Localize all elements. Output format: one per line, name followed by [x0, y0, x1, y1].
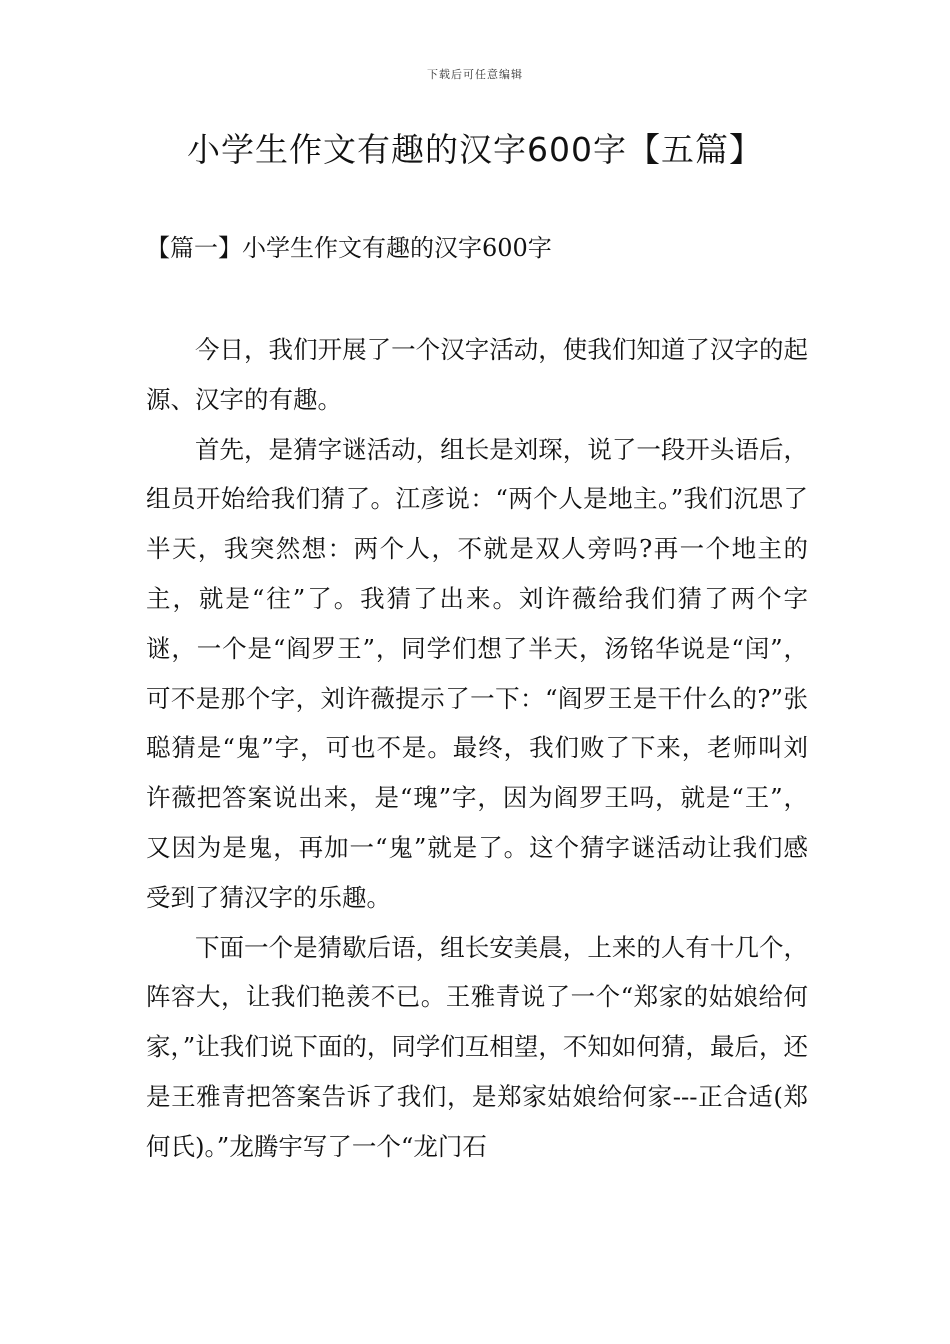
paragraph-2: 首先，是猜字谜活动，组长是刘琛，说了一段开头语后，组员开始给我们猜了。江彦说：“两个人是地主。”我们沉思了半天，我突然想：两个人，不就是双人旁吗?再一个地主的主，就是“往”了。我猜了出来。刘许薇给我们猜了两个字谜，一个是“阎罗王”，同学们想了半天，汤铭华说是“闰”，可不是那个字，刘许薇提示了一下：“阎罗王是干什么的?”张聪猜是“鬼”字，可也不是。最终，我们败了下来，老师叫刘许薇把答案说出来，是“瑰”字，因为阎罗王吗，就是“王”，又因为是鬼，再加一“鬼”就是了。这个猜字谜活动让我们感受到了猜汉字的乐趣。	[146, 434, 808, 912]
paragraph-1: 今日，我们开展了一个汉字活动，使我们知道了汉字的起源、汉字的有趣。	[146, 335, 808, 414]
header-note: 下载后可任意编辑	[427, 68, 523, 81]
section-heading: 【篇一】小学生作文有趣的汉字600字	[146, 234, 552, 262]
document-title: 小学生作文有趣的汉字600字【五篇】	[187, 130, 763, 169]
body-text	[146, 325, 808, 1172]
paragraph-3: 下面一个是猜歇后语，组长安美晨，上来的人有十几个，阵容大，让我们艳羡不已。王雅青说了一个“郑家的姑娘给何家，”让我们说下面的，同学们互相望，不知如何猜，最后，还是王雅青把答案告诉了我们，是郑家姑娘给何家---正合适(郑何氏)。”龙腾宇写了一个“龙门石	[146, 932, 808, 1161]
